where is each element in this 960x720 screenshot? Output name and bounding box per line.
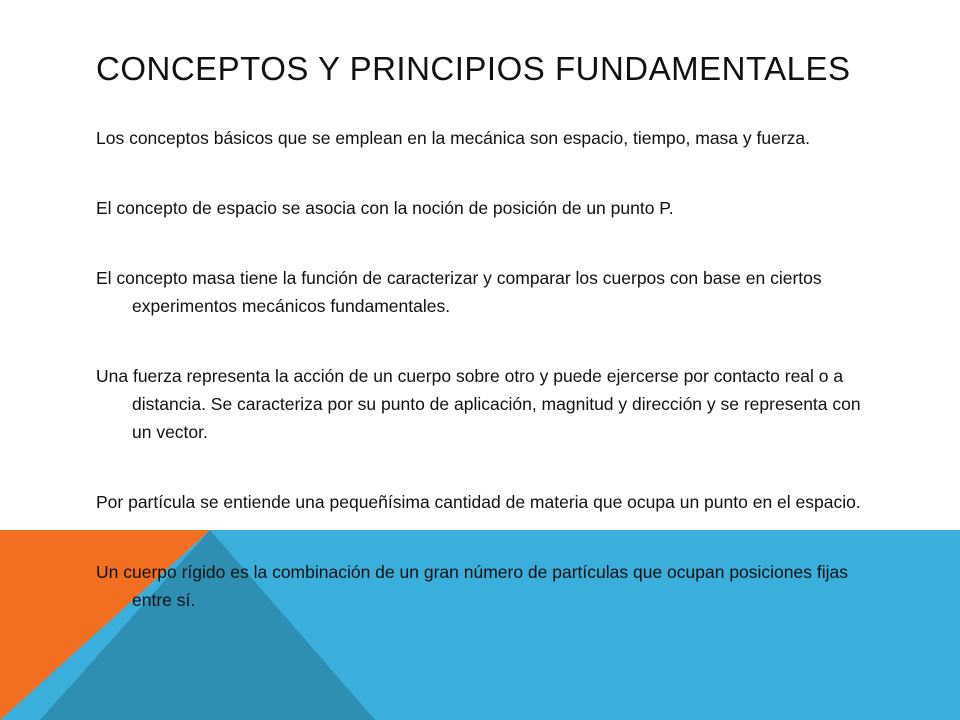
- slide-body: [96, 124, 876, 656]
- paragraph-rigid-body: Un cuerpo rígido es la combinación de un gran número de partículas que ocupan posiciones fijas entre sí.: [96, 562, 848, 610]
- paragraph-particle: Por partícula se entiende una pequeñísima cantidad de materia que ocupa un punto en el espacio.: [96, 492, 861, 512]
- slide-title: CONCEPTOS Y PRINCIPIOS FUNDAMENTALES: [96, 50, 851, 87]
- paragraph-basic-concepts: Los conceptos básicos que se emplean en la mecánica son espacio, tiempo, masa y fuerza.: [96, 128, 811, 148]
- paragraph-force: Una fuerza representa la acción de un cuerpo sobre otro y puede ejercerse por contacto real o a distancia. Se caracteriza por su punto de aplicación, magnitud y dirección y se representa con un vector.: [96, 366, 861, 442]
- paragraph-space: El concepto de espacio se asocia con la noción de posición de un punto P.: [96, 198, 674, 218]
- paragraph-mass: El concepto masa tiene la función de caracterizar y comparar los cuerpos con base en ciertos experimentos mecánicos fundamentales.: [96, 268, 822, 316]
